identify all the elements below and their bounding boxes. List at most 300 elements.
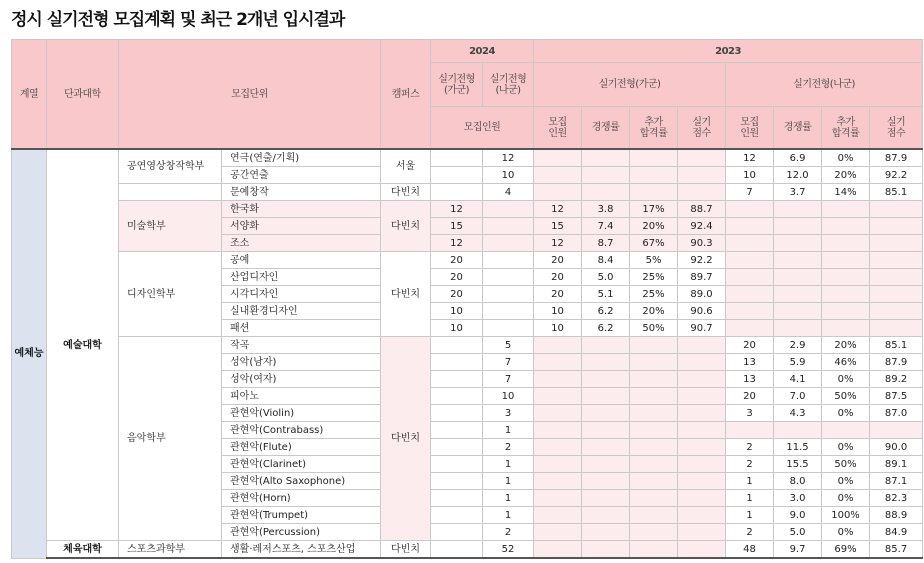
value-cell-na — [822, 303, 870, 320]
header-ga-score: 실기 점수 — [678, 107, 726, 150]
value-cell-gr — [534, 167, 582, 184]
value-cell-gc — [582, 371, 630, 388]
value-cell-g24: 10 — [431, 303, 483, 320]
value-cell-nr — [726, 303, 774, 320]
value-cell-nc — [774, 201, 822, 218]
value-cell-n24 — [483, 235, 534, 252]
value-cell-gr — [534, 456, 582, 473]
value-cell-gr: 20 — [534, 252, 582, 269]
value-cell-nr — [726, 269, 774, 286]
value-cell-ga — [630, 507, 678, 524]
unit-name-cell: 공간연출 — [222, 167, 381, 184]
header-unit: 모집단위 — [119, 40, 381, 150]
value-cell-na — [822, 422, 870, 439]
value-cell-gs — [678, 439, 726, 456]
value-cell-n24: 10 — [483, 167, 534, 184]
value-cell-gc: 3.8 — [582, 201, 630, 218]
value-cell-na — [822, 201, 870, 218]
value-cell-n24 — [483, 218, 534, 235]
value-cell-gc: 5.0 — [582, 269, 630, 286]
value-cell-ns: 88.9 — [870, 507, 923, 524]
unit-name-cell: 관현악(Alto Saxophone) — [222, 473, 381, 490]
value-cell-ns — [870, 269, 923, 286]
value-cell-gs: 90.6 — [678, 303, 726, 320]
unit-name-cell: 관현악(Violin) — [222, 405, 381, 422]
value-cell-nr — [726, 320, 774, 337]
value-cell-ns: 89.1 — [870, 456, 923, 473]
value-cell-ga: 20% — [630, 303, 678, 320]
value-cell-gr — [534, 184, 582, 201]
value-cell-gc — [582, 184, 630, 201]
header-na-additional: 추가 합격률 — [822, 107, 870, 150]
header-category: 계열 — [12, 40, 47, 150]
value-cell-nc — [774, 218, 822, 235]
value-cell-na: 20% — [822, 167, 870, 184]
value-cell-na: 0% — [822, 405, 870, 422]
value-cell-gr: 10 — [534, 303, 582, 320]
value-cell-n24: 1 — [483, 473, 534, 490]
value-cell-gc: 8.7 — [582, 235, 630, 252]
value-cell-g24 — [431, 473, 483, 490]
value-cell-nc: 12.0 — [774, 167, 822, 184]
header-campus: 캠퍼스 — [381, 40, 431, 150]
value-cell-gs: 92.2 — [678, 252, 726, 269]
value-cell-g24 — [431, 388, 483, 405]
value-cell-ns: 87.9 — [870, 149, 923, 167]
value-cell-nr: 2 — [726, 524, 774, 541]
value-cell-n24 — [483, 303, 534, 320]
value-cell-ga — [630, 473, 678, 490]
value-cell-gc — [582, 524, 630, 541]
value-cell-gr — [534, 388, 582, 405]
value-cell-nr — [726, 252, 774, 269]
value-cell-nc: 5.0 — [774, 524, 822, 541]
value-cell-nc: 8.0 — [774, 473, 822, 490]
value-cell-gc — [582, 507, 630, 524]
table-row — [12, 337, 923, 354]
value-cell-n24: 10 — [483, 388, 534, 405]
value-cell-ns: 85.1 — [870, 337, 923, 354]
value-cell-gs — [678, 473, 726, 490]
value-cell-nr: 12 — [726, 149, 774, 167]
value-cell-gc — [582, 337, 630, 354]
value-cell-nc: 9.7 — [774, 541, 822, 559]
table-row — [12, 252, 923, 269]
value-cell-na: 69% — [822, 541, 870, 559]
value-cell-ga — [630, 439, 678, 456]
value-cell-ga — [630, 167, 678, 184]
value-cell-n24 — [483, 286, 534, 303]
admission-table — [11, 39, 923, 559]
value-cell-gs — [678, 456, 726, 473]
table-body — [12, 149, 923, 558]
table-row — [12, 541, 923, 559]
value-cell-ga — [630, 456, 678, 473]
dept-cell: 미술학부 — [119, 201, 222, 252]
value-cell-gr — [534, 490, 582, 507]
value-cell-ns: 87.0 — [870, 405, 923, 422]
page-title: 정시 실기전형 모집계획 및 최근 2개년 입시결과 — [11, 10, 345, 30]
value-cell-gs — [678, 541, 726, 559]
value-cell-ns — [870, 286, 923, 303]
value-cell-gr — [534, 354, 582, 371]
header-2023-ga: 실기전형(가군) — [534, 63, 726, 107]
value-cell-g24 — [431, 371, 483, 388]
value-cell-n24 — [483, 252, 534, 269]
value-cell-na — [822, 252, 870, 269]
value-cell-ns — [870, 303, 923, 320]
dept-cell: 공연영상창작학부 — [119, 149, 222, 184]
value-cell-nc: 2.9 — [774, 337, 822, 354]
value-cell-nr: 13 — [726, 354, 774, 371]
value-cell-gs: 92.4 — [678, 218, 726, 235]
value-cell-n24: 7 — [483, 354, 534, 371]
value-cell-gs — [678, 507, 726, 524]
value-cell-gc — [582, 490, 630, 507]
value-cell-n24: 5 — [483, 337, 534, 354]
value-cell-gc — [582, 405, 630, 422]
value-cell-ns: 90.0 — [870, 439, 923, 456]
value-cell-ns — [870, 201, 923, 218]
value-cell-na: 50% — [822, 456, 870, 473]
value-cell-ga — [630, 422, 678, 439]
campus-cell: 다빈치 — [381, 541, 431, 559]
value-cell-ns: 92.2 — [870, 167, 923, 184]
value-cell-na — [822, 286, 870, 303]
value-cell-nr — [726, 286, 774, 303]
campus-cell: 다빈치 — [381, 252, 431, 337]
value-cell-g24 — [431, 184, 483, 201]
value-cell-gs: 89.7 — [678, 269, 726, 286]
unit-name-cell: 피아노 — [222, 388, 381, 405]
value-cell-gc: 6.2 — [582, 303, 630, 320]
value-cell-na: 0% — [822, 439, 870, 456]
value-cell-na: 0% — [822, 473, 870, 490]
value-cell-na: 0% — [822, 490, 870, 507]
dept-cell: 음악학부 — [119, 337, 222, 541]
value-cell-ga: 25% — [630, 269, 678, 286]
unit-name-cell: 패션 — [222, 320, 381, 337]
header-na-score: 실기 점수 — [870, 107, 923, 150]
unit-name-cell: 관현악(Clarinet) — [222, 456, 381, 473]
value-cell-ga — [630, 354, 678, 371]
value-cell-g24: 10 — [431, 320, 483, 337]
value-cell-g24: 12 — [431, 201, 483, 218]
value-cell-nr — [726, 235, 774, 252]
value-cell-na: 0% — [822, 371, 870, 388]
value-cell-gc — [582, 439, 630, 456]
college-cell: 예술대학 — [47, 149, 119, 541]
campus-cell: 다빈치 — [381, 201, 431, 252]
unit-name-cell: 관현악(Contrabass) — [222, 422, 381, 439]
value-cell-g24 — [431, 456, 483, 473]
value-cell-na — [822, 218, 870, 235]
value-cell-gr — [534, 337, 582, 354]
value-cell-nr — [726, 422, 774, 439]
unit-name-cell: 관현악(Percussion) — [222, 524, 381, 541]
value-cell-gr: 20 — [534, 269, 582, 286]
value-cell-ga: 50% — [630, 320, 678, 337]
value-cell-nc: 4.1 — [774, 371, 822, 388]
value-cell-nc: 11.5 — [774, 439, 822, 456]
value-cell-n24: 7 — [483, 371, 534, 388]
value-cell-ga: 25% — [630, 286, 678, 303]
value-cell-g24 — [431, 405, 483, 422]
value-cell-n24: 1 — [483, 422, 534, 439]
value-cell-g24: 20 — [431, 269, 483, 286]
unit-name-cell: 연극(연출/기획) — [222, 149, 381, 167]
value-cell-gc: 8.4 — [582, 252, 630, 269]
value-cell-na: 20% — [822, 337, 870, 354]
table-row — [12, 149, 923, 167]
value-cell-gr — [534, 541, 582, 559]
value-cell-g24 — [431, 541, 483, 559]
value-cell-gs — [678, 405, 726, 422]
value-cell-nc — [774, 252, 822, 269]
value-cell-nr: 48 — [726, 541, 774, 559]
header-na-competition: 경쟁률 — [774, 107, 822, 150]
value-cell-n24 — [483, 320, 534, 337]
value-cell-nc: 15.5 — [774, 456, 822, 473]
value-cell-nr: 20 — [726, 388, 774, 405]
value-cell-gc: 7.4 — [582, 218, 630, 235]
value-cell-nr: 2 — [726, 439, 774, 456]
value-cell-gc — [582, 422, 630, 439]
value-cell-gs — [678, 354, 726, 371]
unit-name-cell: 성악(여자) — [222, 371, 381, 388]
value-cell-gs — [678, 388, 726, 405]
value-cell-na — [822, 269, 870, 286]
value-cell-nr: 13 — [726, 371, 774, 388]
value-cell-na: 50% — [822, 388, 870, 405]
header-ga-recruit: 모집 인원 — [534, 107, 582, 150]
value-cell-ns: 87.9 — [870, 354, 923, 371]
value-cell-gr — [534, 422, 582, 439]
value-cell-ga: 17% — [630, 201, 678, 218]
header-ga-competition: 경쟁률 — [582, 107, 630, 150]
dept-cell: 스포츠과학부 — [119, 541, 222, 559]
college-cell: 체육대학 — [47, 541, 119, 559]
value-cell-ns: 87.1 — [870, 473, 923, 490]
unit-name-cell: 실내환경디자인 — [222, 303, 381, 320]
value-cell-gr: 12 — [534, 235, 582, 252]
value-cell-ns: 84.9 — [870, 524, 923, 541]
value-cell-nc — [774, 303, 822, 320]
value-cell-nc — [774, 320, 822, 337]
unit-name-cell: 조소 — [222, 235, 381, 252]
value-cell-g24 — [431, 422, 483, 439]
value-cell-ns: 82.3 — [870, 490, 923, 507]
value-cell-g24 — [431, 354, 483, 371]
value-cell-gr — [534, 371, 582, 388]
value-cell-gs — [678, 524, 726, 541]
value-cell-gc — [582, 473, 630, 490]
value-cell-gs: 89.0 — [678, 286, 726, 303]
value-cell-g24 — [431, 337, 483, 354]
value-cell-ga — [630, 524, 678, 541]
value-cell-nr: 1 — [726, 473, 774, 490]
value-cell-n24: 3 — [483, 405, 534, 422]
value-cell-n24: 2 — [483, 524, 534, 541]
header-college: 단과대학 — [47, 40, 119, 150]
value-cell-nr: 7 — [726, 184, 774, 201]
value-cell-gs — [678, 184, 726, 201]
value-cell-gc — [582, 149, 630, 167]
value-cell-gr — [534, 473, 582, 490]
value-cell-gr: 20 — [534, 286, 582, 303]
value-cell-nr: 20 — [726, 337, 774, 354]
value-cell-nc: 7.0 — [774, 388, 822, 405]
value-cell-g24 — [431, 524, 483, 541]
value-cell-gs: 90.7 — [678, 320, 726, 337]
value-cell-g24 — [431, 507, 483, 524]
value-cell-na — [822, 320, 870, 337]
value-cell-g24: 12 — [431, 235, 483, 252]
header-2024-recruit: 모집인원 — [431, 107, 534, 150]
value-cell-g24 — [431, 439, 483, 456]
value-cell-ga — [630, 149, 678, 167]
value-cell-nr: 1 — [726, 507, 774, 524]
dept-cell: 디자인학부 — [119, 252, 222, 337]
category-cell: 예체능 — [12, 149, 47, 558]
value-cell-ga — [630, 337, 678, 354]
value-cell-gs — [678, 149, 726, 167]
value-cell-g24 — [431, 149, 483, 167]
value-cell-gr: 15 — [534, 218, 582, 235]
value-cell-nc — [774, 286, 822, 303]
value-cell-g24: 15 — [431, 218, 483, 235]
value-cell-g24: 20 — [431, 252, 483, 269]
value-cell-nc: 3.7 — [774, 184, 822, 201]
value-cell-gc — [582, 167, 630, 184]
value-cell-ns — [870, 235, 923, 252]
value-cell-gs: 90.3 — [678, 235, 726, 252]
value-cell-ns — [870, 422, 923, 439]
value-cell-gr — [534, 149, 582, 167]
value-cell-na: 0% — [822, 149, 870, 167]
value-cell-ns: 85.7 — [870, 541, 923, 559]
header-ga-additional: 추가 합격률 — [630, 107, 678, 150]
value-cell-ga: 67% — [630, 235, 678, 252]
value-cell-ga — [630, 490, 678, 507]
value-cell-gr: 10 — [534, 320, 582, 337]
value-cell-n24: 2 — [483, 439, 534, 456]
unit-name-cell: 생활·레저스포츠, 스포츠산업 — [222, 541, 381, 559]
value-cell-n24 — [483, 269, 534, 286]
value-cell-ns — [870, 252, 923, 269]
value-cell-n24: 12 — [483, 149, 534, 167]
value-cell-gr — [534, 405, 582, 422]
value-cell-gs — [678, 167, 726, 184]
value-cell-g24: 20 — [431, 286, 483, 303]
value-cell-n24: 1 — [483, 456, 534, 473]
value-cell-nc — [774, 235, 822, 252]
value-cell-ga — [630, 184, 678, 201]
unit-name-cell: 관현악(Horn) — [222, 490, 381, 507]
value-cell-nc — [774, 422, 822, 439]
value-cell-nr — [726, 201, 774, 218]
value-cell-nr: 10 — [726, 167, 774, 184]
value-cell-gc: 5.1 — [582, 286, 630, 303]
value-cell-n24: 4 — [483, 184, 534, 201]
table-row — [12, 184, 923, 201]
unit-name-cell: 관현악(Flute) — [222, 439, 381, 456]
unit-name-cell: 관현악(Trumpet) — [222, 507, 381, 524]
value-cell-nr: 3 — [726, 405, 774, 422]
value-cell-n24: 1 — [483, 507, 534, 524]
value-cell-gs — [678, 490, 726, 507]
dept-cell — [119, 184, 222, 201]
value-cell-ga — [630, 371, 678, 388]
unit-name-cell: 산업디자인 — [222, 269, 381, 286]
value-cell-ns: 85.1 — [870, 184, 923, 201]
value-cell-gc: 6.2 — [582, 320, 630, 337]
value-cell-nc: 6.9 — [774, 149, 822, 167]
value-cell-ga — [630, 388, 678, 405]
value-cell-nc — [774, 269, 822, 286]
campus-cell: 다빈치 — [381, 337, 431, 541]
unit-name-cell: 작곡 — [222, 337, 381, 354]
value-cell-gr — [534, 439, 582, 456]
value-cell-gs: 88.7 — [678, 201, 726, 218]
unit-name-cell: 시각디자인 — [222, 286, 381, 303]
value-cell-ga — [630, 541, 678, 559]
value-cell-g24 — [431, 167, 483, 184]
value-cell-na: 100% — [822, 507, 870, 524]
unit-name-cell: 공예 — [222, 252, 381, 269]
unit-name-cell: 한국화 — [222, 201, 381, 218]
header-na-recruit: 모집 인원 — [726, 107, 774, 150]
value-cell-n24 — [483, 201, 534, 218]
value-cell-na — [822, 235, 870, 252]
value-cell-nc: 4.3 — [774, 405, 822, 422]
campus-cell: 서울 — [381, 149, 431, 184]
value-cell-nr: 1 — [726, 490, 774, 507]
header-2024-na: 실기전형 (나군) — [483, 63, 534, 107]
value-cell-nc: 3.0 — [774, 490, 822, 507]
value-cell-n24: 52 — [483, 541, 534, 559]
value-cell-ga — [630, 405, 678, 422]
value-cell-gs — [678, 371, 726, 388]
value-cell-gc — [582, 541, 630, 559]
unit-name-cell: 문예창작 — [222, 184, 381, 201]
header-year-2024: 2024 — [431, 40, 534, 63]
value-cell-na: 46% — [822, 354, 870, 371]
value-cell-nr — [726, 218, 774, 235]
value-cell-ns — [870, 218, 923, 235]
value-cell-na: 0% — [822, 524, 870, 541]
value-cell-ns: 87.5 — [870, 388, 923, 405]
value-cell-nc: 9.0 — [774, 507, 822, 524]
value-cell-nc: 5.9 — [774, 354, 822, 371]
unit-name-cell: 성악(남자) — [222, 354, 381, 371]
header-2024-ga: 실기전형 (가군) — [431, 63, 483, 107]
value-cell-gc — [582, 388, 630, 405]
value-cell-gs — [678, 422, 726, 439]
value-cell-nr: 2 — [726, 456, 774, 473]
value-cell-gr: 12 — [534, 201, 582, 218]
value-cell-ns: 89.2 — [870, 371, 923, 388]
value-cell-gr — [534, 507, 582, 524]
value-cell-gc — [582, 456, 630, 473]
value-cell-na: 14% — [822, 184, 870, 201]
value-cell-gc — [582, 354, 630, 371]
header-year-2023: 2023 — [534, 40, 923, 63]
campus-cell: 다빈치 — [381, 184, 431, 201]
header-2023-na: 실기전형(나군) — [726, 63, 923, 107]
value-cell-g24 — [431, 490, 483, 507]
value-cell-n24: 1 — [483, 490, 534, 507]
